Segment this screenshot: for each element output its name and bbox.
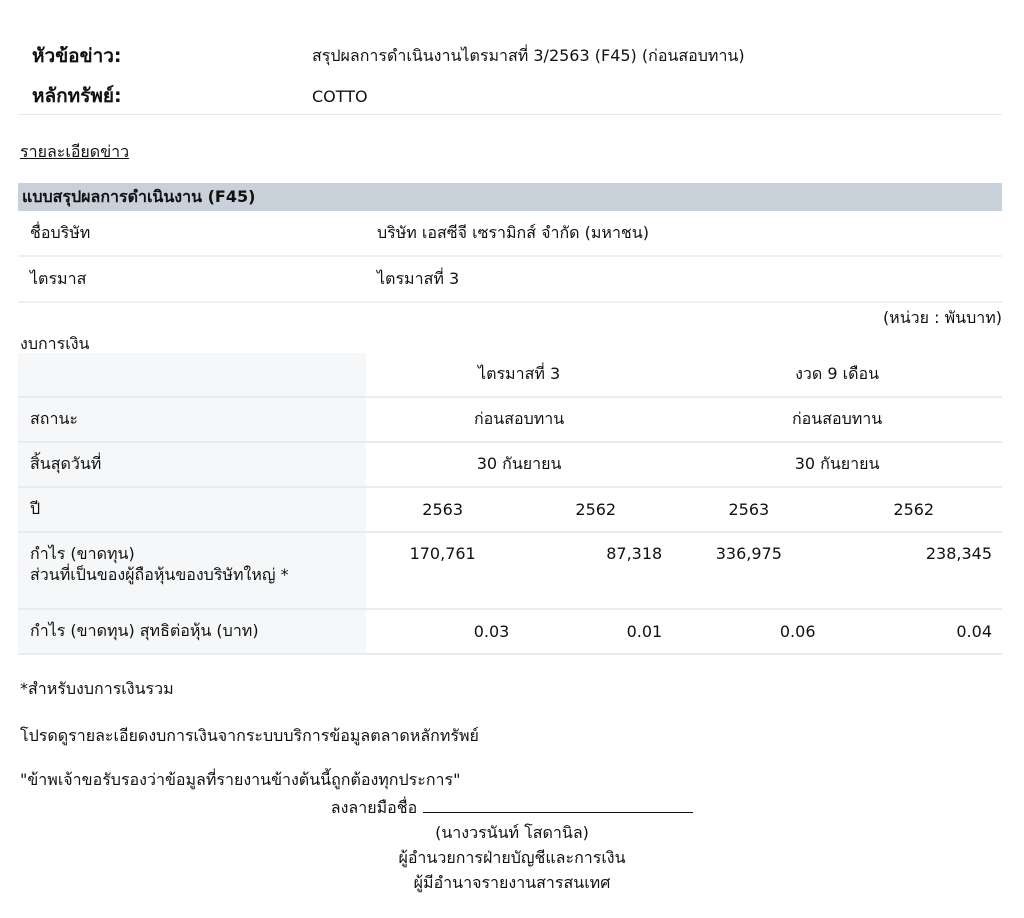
eps-value: 0.01 <box>519 609 672 654</box>
quarter-row <box>18 257 1002 303</box>
end-date-label: สิ้นสุดวันที่ <box>18 442 366 487</box>
signature-line <box>0 796 1024 821</box>
table-row <box>18 353 1002 397</box>
certify-note: "ข้าพเจ้าขอรับรองว่าข้อมูลที่รายงานข้างต้นนี้ถูกต้องทุกประการ" <box>20 770 461 789</box>
year-cell: 2563 <box>366 487 519 532</box>
eps-value: 0.06 <box>672 609 825 654</box>
security-value: COTTO <box>312 86 368 106</box>
table-row <box>18 397 1002 442</box>
security-row <box>32 76 1002 116</box>
table-row <box>18 532 1002 609</box>
year-cell: 2562 <box>519 487 672 532</box>
consolidated-note: *สำหรับงบการเงินรวม <box>20 679 174 698</box>
quarter-value: ไตรมาสที่ 3 <box>377 268 460 288</box>
f45-title: แบบสรุปผลการดำเนินงาน (F45) <box>18 183 1002 211</box>
header-divider <box>18 114 1002 115</box>
year-cell: 2563 <box>672 487 825 532</box>
eps-value: 0.04 <box>826 609 1003 654</box>
year-label: ปี <box>18 487 366 532</box>
news-header <box>32 36 1002 116</box>
financial-title: งบการเงิน <box>20 334 90 353</box>
signature-blank <box>423 798 693 813</box>
signer-position: ผู้อำนวยการฝ่ายบัญชีและการเงิน <box>398 848 626 867</box>
see-details-note: โปรดดูรายละเอียดงบการเงินจากระบบบริการข้อมูลตลาดหลักทรัพย์ <box>20 726 479 745</box>
profit-value: 336,975 <box>672 532 825 609</box>
signer-role: ผู้มีอำนาจรายงานสารสนเทศ <box>413 873 611 892</box>
eps-label: กำไร (ขาดทุน) สุทธิต่อหุ้น (บาท) <box>18 609 366 654</box>
sign-label: ลงลายมือชื่อ <box>330 798 418 817</box>
header-blank-cell <box>18 353 366 397</box>
profit-label-line-1: กำไร (ขาดทุน) <box>30 544 135 563</box>
table-row <box>18 609 1002 654</box>
profit-label <box>18 532 366 609</box>
quarter-label: ไตรมาส <box>30 268 87 288</box>
company-label: ชื่อบริษัท <box>30 222 91 242</box>
subject-value: สรุปผลการดำเนินงานไตรมาสที่ 3/2563 (F45) (ก่อนสอบทาน) <box>312 45 745 65</box>
end-date-quarter: 30 กันยายน <box>366 442 672 487</box>
table-row <box>18 487 1002 532</box>
eps-value: 0.03 <box>366 609 519 654</box>
f45-summary <box>18 183 1002 303</box>
profit-value: 170,761 <box>366 532 519 609</box>
news-detail-link[interactable]: รายละเอียดข่าว <box>20 142 130 161</box>
period-quarter: ไตรมาสที่ 3 <box>366 353 672 397</box>
company-value: บริษัท เอสซีจี เซรามิกส์ จำกัด (มหาชน) <box>377 222 649 242</box>
profit-label-line-2: ส่วนที่เป็นของผู้ถือหุ้นของบริษัทใหญ่ * <box>30 565 289 584</box>
profit-value: 87,318 <box>519 532 672 609</box>
year-cell: 2562 <box>826 487 1003 532</box>
period-nine-months: งวด 9 เดือน <box>672 353 1002 397</box>
table-row <box>18 442 1002 487</box>
subject-label: หัวข้อข่าว: <box>32 45 122 67</box>
status-nine-months: ก่อนสอบทาน <box>672 397 1002 442</box>
profit-value: 238,345 <box>826 532 1003 609</box>
security-label: หลักทรัพย์: <box>32 85 122 107</box>
company-row <box>18 211 1002 257</box>
unit-label: (หน่วย : พันบาท) <box>882 308 1002 327</box>
financial-table <box>18 353 1002 655</box>
subject-row <box>32 36 1002 76</box>
end-date-nine-months: 30 กันยายน <box>672 442 1002 487</box>
status-label: สถานะ <box>18 397 366 442</box>
status-quarter: ก่อนสอบทาน <box>366 397 672 442</box>
signer-name: (นางวรนันท์ โสดานิล) <box>435 823 589 842</box>
